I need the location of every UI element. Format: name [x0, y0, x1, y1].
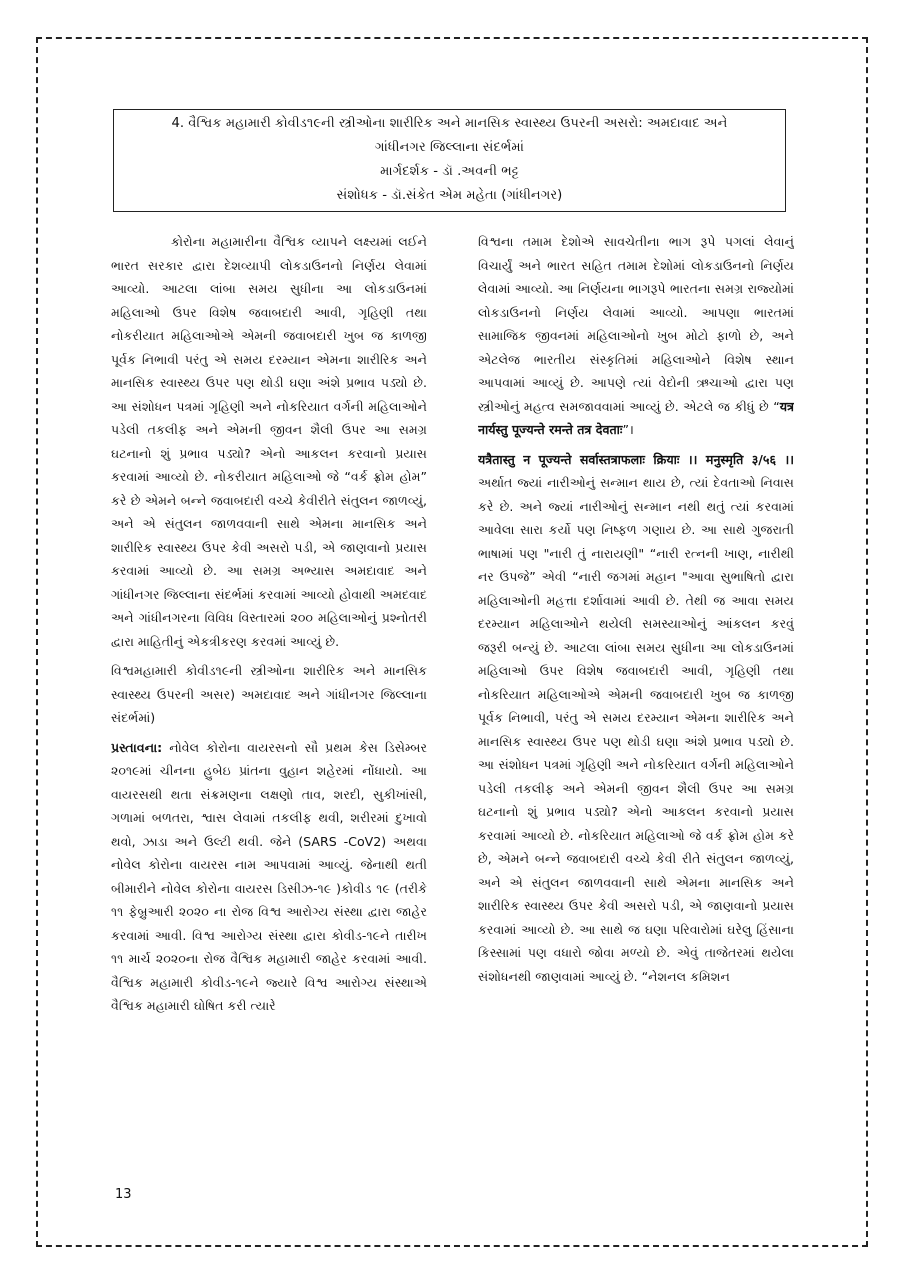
- introduction-paragraph: [111, 736, 427, 1018]
- subtitle-paragraph: વિશ્વમહામારી કોવીડ૧૯ની સ્ત્રીઓના શારીરિક અને માનસિક સ્વાસ્થ્ય ઉપરની અસર) અમદાવાદ અને ગાંધીનગર જિલ્લાના સંદર્ભમાં): [111, 663, 427, 725]
- right-paragraph-2-text: અર્થાત જ્યાં નારીઓનું સન્માન થાય છે, ત્યાં દેવતાઓ નિવાસ કરે છે. અને જ્યાં નારીઓનું સન્માન નથી થતું ત્યાં કરવામાં આવેલા સારા કર્યો પણ નિષ્ફળ ગણાય છે. આ સાથે ગુજરાતી ભાષામાં પણ "નારી તું નારાયણી" “નારી રત્નની ખાણ, નારીથી નર ઉપજે” એવી “નારી જગમાં મહાન "આવા સુભાષિતો દ્વારા મહિલાઓની મહત્તા દર્શાવામાં આવી છે. તેથી જ આવા સમય દરમ્યાન મહિલાઓને થયેલી સમસ્યાઓનું આંકલન કરવું જરૂરી બન્યું છે. આટલા લાંબા સમય સુધીના આ લોકડાઉનમાં મહિલાઓ ઉપર વિશેષ જવાબદારી આવી, ગૃહિણી તથા નોકરિયાત મહિલાઓએ એમની જવાબદારી ખુબ જ કાળજી પૂર્વક નિભાવી, પરંતુ એ સમય દરમ્યાન એમના શારીરિક અને માનસિક સ્વાસ્થ્ય ઉપર પણ થોડી ઘણા અંશે પ્રભાવ પડ્યો છે. આ સંશોધન પત્રમાં ગૃહિણી અને નોકરિયાત વર્ગની મહિલાઓને પડેલી તકલીફ અને એમની જીવન શૈલી ઉપર આ સમગ્ર ઘટનાનો શું પ્રભાવ પડ્યો? એનો આકલન કરવાનો પ્રયાસ કરવામાં આવ્યો છે. નોકરિયાત મહિલાઓ જે વર્ક ફ્રોમ હોમ કરે છે, એમને બન્ને જવાબદારી વચ્ચે કેવી રીતે સંતુલન જાળવ્યું, અને એ સંતુલન જાળવવાની સાથે એમના માનસિક અને શારીરિક સ્વાસ્થ્ય ઉપર કેવી અસરો પડી, એ જાણવાનો પ્રયાસ કરવામાં આવ્યો છે. આ સાથે જ ઘણા પરિવારોમાં ઘરેલુ હિંસાના કિસ્સામાં પણ વધારો જોવા મળ્યો છે. એવું તાજેતરમાં થયેલા સંશોધનથી જાણવામાં આવ્યું છે. “નેશનલ કમિશન: [478, 475, 794, 984]
- sanskrit-quote-1-end: ”।: [622, 422, 634, 437]
- sanskrit-quote-1: यत्र नार्यस्तु पूज्यन्ते रमन्ते तत्र देवताः: [478, 398, 794, 437]
- researcher-line: સંશોધક - ડૉ.સંકેત એમ મહેતા (ગાંધીનગર): [336, 188, 563, 203]
- right-paragraph-1-text: વિશ્વના તમામ દેશોએ સાવચેતીના ભાગ રૂપે પગલાં લેવાનું વિચાર્યું અને ભારત સહિત તમામ દેશોમાં લોકડાઉનનો નિર્ણય લેવામાં આવ્યો. આ નિર્ણયના ભાગરૂપે ભારતના સમગ્ર રાજ્યોમાં લોકડાઉનનો નિર્ણય લેવામાં આવ્યો. આપણા ભારતમાં સામાજિક જીવનમાં મહિલાઓનો ખુબ મોટો ફાળો છે, અને એટલેજ ભારતીય સંસ્કૃતિમાં મહિલાઓને વિશેષ સ્થાન આપવામાં આવ્યું છે. આપણે ત્યાં વેદોની ઋચાઓ દ્વારા પણ સ્ત્રીઓનું મહત્વ સમજાવવામાં આવ્યું છે. એટલે જ કીધું છે “: [478, 234, 794, 414]
- article-title-box: [113, 109, 786, 212]
- left-column: [111, 230, 427, 1170]
- sanskrit-quote-2: यत्रैतास्तु न पूज्यन्ते सर्वास्तत्राफलाः क्रियाः ।। मनुस्मृति ३/५६ ।।: [478, 451, 794, 467]
- introduction-label: પ્રસ્તાવના:: [111, 739, 163, 755]
- right-column: [478, 230, 794, 1170]
- article-title-line2: ગાંધીનગર જિલ્લાના સંદર્ભમાં: [375, 140, 524, 155]
- guide-line: માર્ગદર્શક - ડૉ .અવની ભટ્ટ: [380, 164, 519, 179]
- abstract-paragraph: કોરોના મહામારીના વૈશ્વિક વ્યાપને લક્ષ્યમાં લઈને ભારત સરકાર દ્વારા દેશવ્યાપી લોકડાઉનનો નિર્ણય લેવામાં આવ્યો. આટલા લાંબા સમય સુધીના આ લોકડાઉનમાં મહિલાઓ ઉપર વિશેષ જવાબદારી આવી, ગૃહિણી તથા નોકરીયાત મહિલાઓએ એમની જવાબદારી ખુબ જ કાળજી પૂર્વક નિભાવી પરંતુ એ સમય દરમ્યાન એમના શારીરિક અને માનસિક સ્વાસ્થ્ય ઉપર પણ થોડી ઘણા અંશે પ્રભાવ પડ્યો છે. આ સંશોધન પત્રમાં ગૃહિણી અને નોકરિયાત વર્ગની મહિલાઓને પડેલી તકલીફ અને એમની જીવન શૈલી ઉપર આ સમગ્ર ઘટનાનો શું પ્રભાવ પડ્યો? એનો આકલન કરવાનો પ્રયાસ કરવામાં આવ્યો છે. નોકરીયાત મહિલાઓ જે “વર્ક ફ્રોમ હોમ” કરે છે એમને બન્ને જવાબદારી વચ્ચે કેવીરીતે સંતુલન જાળવ્યું, અને એ સંતુલન જાળવવાની સાથે એમના માનસિક અને શારીરિક સ્વાસ્થ્ય ઉપર કેવી અસરો પડી, એ જાણવાનો પ્રયાસ કરવામાં આવ્યો છે. આ સમગ્ર અભ્યાસ અમદાવાદ અને ગાંધીનગર જિલ્લાના સંદર્ભમાં કરવામાં આવ્યો હોવાથી અમદવાદ અને ગાંધીનગરના વિવિધ વિસ્તારમાં ૨૦૦ મહિલાઓનું પ્રશ્નોતરી દ્વારા માહિતીનું એકત્રીકરણ કરવમાં આવ્યું છે.: [111, 234, 427, 649]
- right-paragraph-2: [478, 448, 794, 989]
- right-paragraph-1: [478, 230, 794, 442]
- introduction-text: નોવેલ કોરોના વાયરસનો સૌ પ્રથમ કેસ ડિસેમ્બર ૨૦૧૯માં ચીનના હુબેઇ પ્રાંતના વુહાન શહેરમાં નોંધાયો. આ વાયરસથી થતા સંક્રમણના લક્ષણો તાવ, શરદી, સુકીખાંસી, ગળામાં બળતરા, શ્વાસ લેવામાં તકલીફ થવી, શરીરમાં દુખાવો થવો, ઝાડા અને ઉલ્ટી થવી. જેને (SARS -CoV2) અથવા નોવેલ કોરોના વાયરસ નામ આપવામાં આવ્યું. જેનાથી થતી બીમારીને નોવેલ કોરોના વાયરસ ડિસીઝ-૧૯ )કોવીડ ૧૯ (તરીકે ૧૧ ફેબ્રુઆરી ૨૦૨૦ ના રોજ વિશ્વ આરોગ્ય સંસ્થા દ્વારા જાહેર કરવામાં આવી. વિશ્વ આરોગ્ય સંસ્થા દ્વારા કોવીડ-૧૯ને તારીખ ૧૧ માર્ચ ૨૦૨૦ના રોજ વૈશ્વિક મહામારી જાહેર કરવામાં આવી. વૈશ્વિક મહામારી કોવીડ-૧૯ને જ્યારે વિશ્વ આરોગ્ય સંસ્થાએ વૈશ્વિક મહામારી ઘોષિત કરી ત્યારે: [111, 739, 427, 1013]
- page-number: 13: [115, 1187, 132, 1202]
- article-title-line1: 4. વૈશ્વિક મહામારી કોવીડ૧૯ની સ્ત્રીઓના શારીરિક અને માનસિક સ્વાસ્થ્ય ઉપરની અસરો: અમદાવાદ અને: [171, 116, 728, 131]
